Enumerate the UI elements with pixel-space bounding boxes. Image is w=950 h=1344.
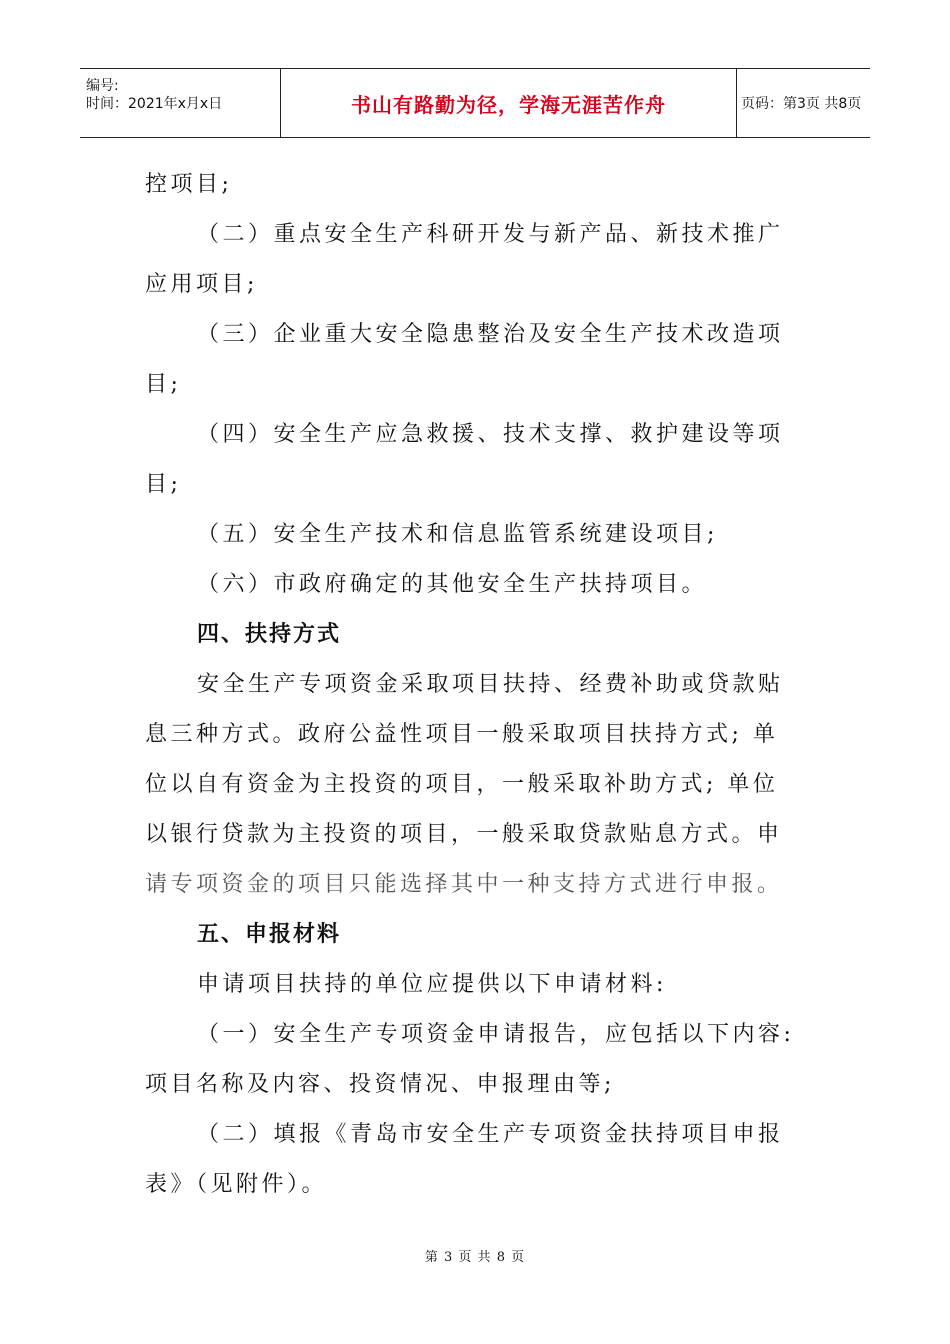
paragraph-line: 位以自有资金为主投资的项目，一般采取补助方式; 单位 <box>145 772 779 797</box>
paragraph-line: 项目名称及内容、投资情况、申报理由等; <box>145 1072 615 1097</box>
page-info: 页码：第3页 共8页 <box>741 96 862 112</box>
section-heading: 四、扶持方式 <box>197 622 342 647</box>
paragraph-line: 表》（见附件）。 <box>145 1172 328 1197</box>
paragraph-line: 以银行贷款为主投资的项目，一般采取贷款贴息方式。申 <box>145 822 783 847</box>
paragraph-line: （四）安全生产应急救援、技术支撑、救护建设等项 <box>197 422 784 447</box>
paragraph-line: （六）市政府确定的其他安全生产扶持项目。 <box>197 572 708 597</box>
number-label: 编号: <box>86 78 119 94</box>
section-heading: 五、申报材料 <box>197 922 342 947</box>
paragraph-line: 目; <box>145 372 182 397</box>
paragraph-line: 请专项资金的项目只能选择其中一种支持方式进行申报。 <box>145 872 783 897</box>
paragraph-line: 息三种方式。政府公益性项目一般采取项目扶持方式; 单 <box>145 722 779 747</box>
time-label: 时间：2021年x月x日 <box>86 96 223 112</box>
document-body <box>145 160 810 1210</box>
paragraph-line: 安全生产专项资金采取项目扶持、经费补助或贷款贴 <box>197 672 784 697</box>
page-footer: 第 3 页 共 8 页 <box>424 1250 526 1265</box>
paragraph-line: （二）填报《青岛市安全生产专项资金扶持项目申报 <box>197 1122 784 1147</box>
paragraph-line: （三）企业重大安全隐患整治及安全生产技术改造项 <box>197 322 784 347</box>
motto-text: 书山有路勤为径，学海无涯苦作舟 <box>351 92 666 117</box>
paragraph-line: （二）重点安全生产科研开发与新产品、新技术推广 <box>197 222 784 247</box>
page-header <box>80 68 870 138</box>
paragraph-line: 申请项目扶持的单位应提供以下申请材料: <box>197 972 667 997</box>
paragraph-line: （五）安全生产技术和信息监管系统建设项目; <box>197 522 718 547</box>
header-meta <box>80 69 280 137</box>
paragraph-line: 应用项目; <box>145 272 258 297</box>
paragraph-line: 控项目; <box>145 172 233 197</box>
header-motto-cell <box>280 69 737 137</box>
paragraph-line: 目; <box>145 472 182 497</box>
header-page-cell <box>735 69 870 137</box>
paragraph-line: （一）安全生产专项资金申请报告，应包括以下内容: <box>197 1022 795 1047</box>
